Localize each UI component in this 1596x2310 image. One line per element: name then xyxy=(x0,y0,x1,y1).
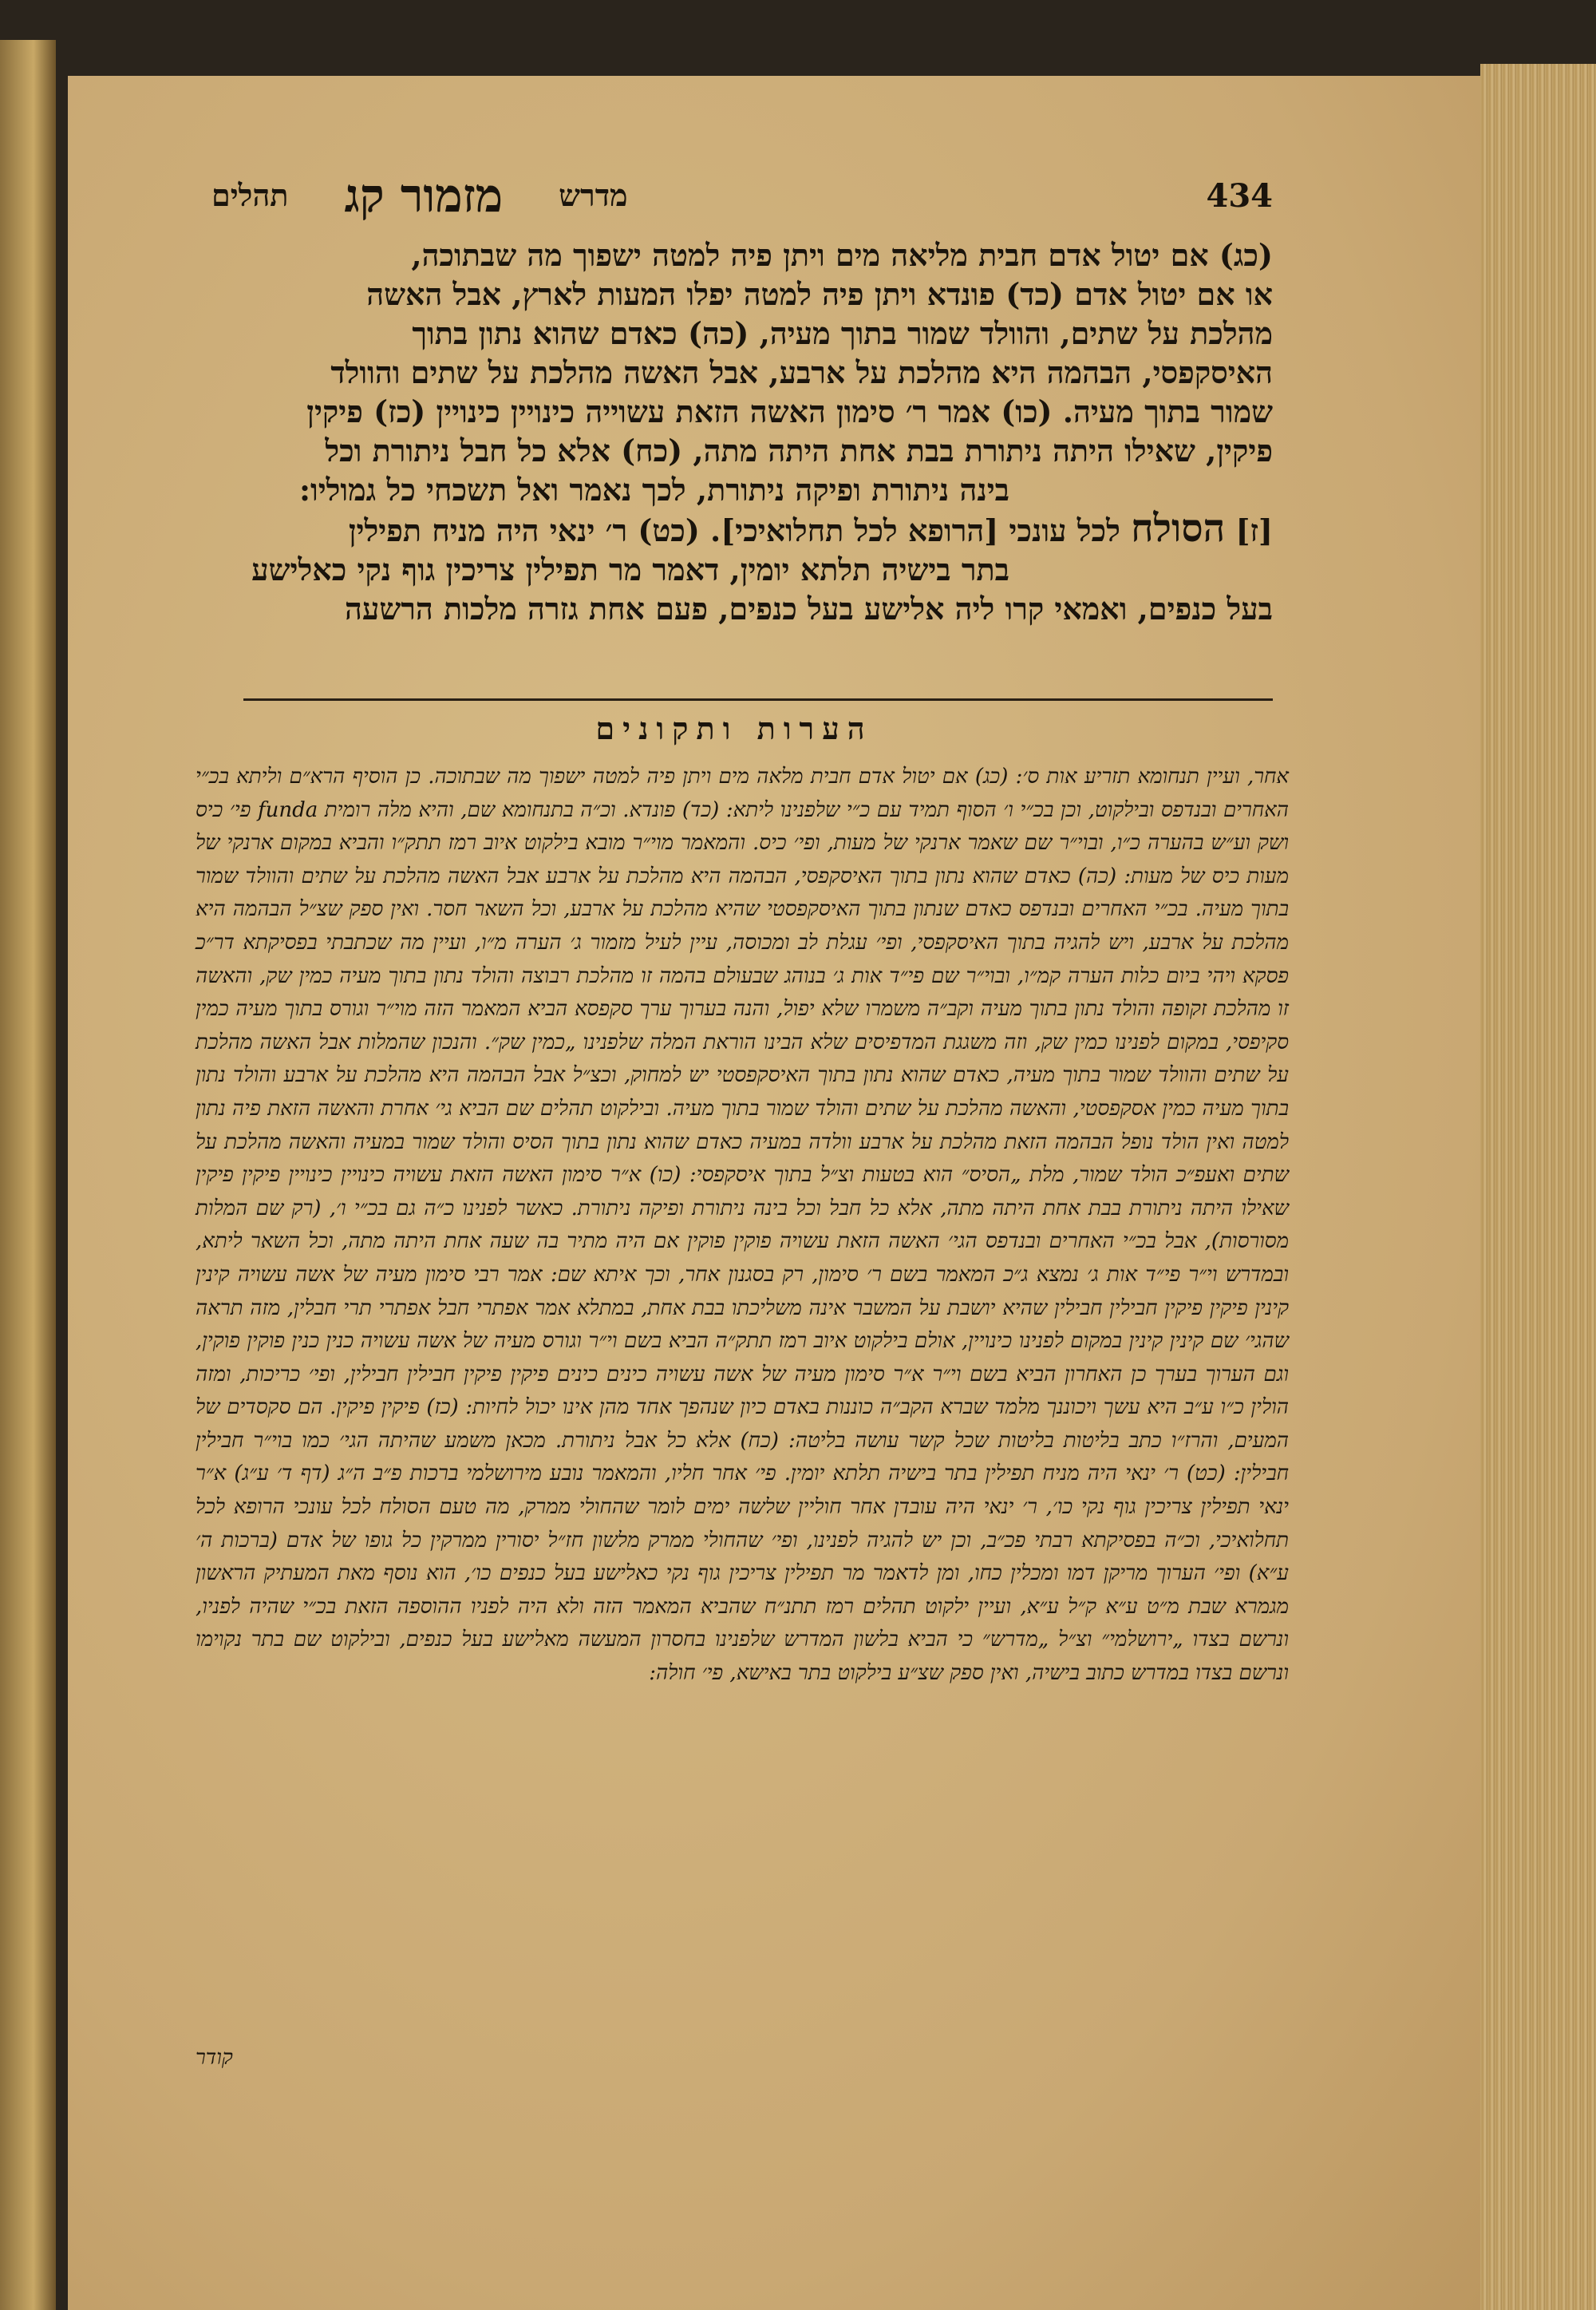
running-head-title: מזמור קג xyxy=(344,168,504,223)
section-divider xyxy=(243,698,1273,701)
page-number: 434 xyxy=(1206,176,1273,215)
main-text-line: בינה ניתורת ופיקה ניתורת, לכך נאמר ואל תשכחי כל גמוליו: xyxy=(298,472,1009,508)
main-text-line xyxy=(196,506,1273,551)
main-text-line: (כג) אם יטול אדם חבית מליאה מים ויתן פיה למטה ישפוך מה שבתוכה, xyxy=(411,237,1273,273)
main-text-line: מהלכת על שתים, והוולד שמור בתוך מעיה, (כה) כאדם שהוא נתון בתוך xyxy=(412,315,1273,351)
running-head-left: מדרש xyxy=(559,177,628,213)
running-head xyxy=(211,164,1273,227)
verse-word: הסולח xyxy=(1131,506,1226,551)
running-head-right: תהלים xyxy=(211,177,289,213)
main-text-line: שמור בתוך מעיה. (כו) אמר ר׳ סימון האשה הזאת עשוייה כינויין כינויין (כז) פיקין xyxy=(306,394,1273,429)
verse-marker: [ז] xyxy=(1235,512,1273,548)
notes-paragraph: אחר, ועיין תנחומא תזריע אות ס׳: (כג) אם יטול אדם חבית מלאה מים ויתן פיה למטה ישפוך מה שבתוכה. כן הוסיף הרא״ם וליתא בכ״י האחרים ובנדפס ובילקוט, וכן בכ״י ו׳ הסוף תמיד עם כ״י שלפנינו ליתא: (כד) פונדא. וכ״ה בתנחומא שם, והיא מלה רומית funda פי׳ כיס ושק וע״ש בהערה כ״ו, ובוי״ר שם שאמר ארנקי של מעות, ופי׳ כיס. והמאמר מוי״ר מובא בילקוט איוב רמז תתק״ו והביא במקום ארנקי של מעות כיס של מעות: (כה) כאדם שהוא נתון בתוך האיסקפסי, הבהמה היא מהלכת על ארבע אבל האשה מהלכת על שתים והוולד שמור בתוך מעיה. בכ״י האחרים ובנדפס כאדם שנתון בתוך האיסקפסטי שהיא מהלכת על ארבע, וכל השאר חסר. ואין ספק שצ״ל הבהמה היא מהלכת על ארבע, ויש להגיה בתוך האיסקפסי, ופי׳ עגלת לב ומכוסה, עיין לעיל מזמור ג׳ הערה מ״ו, ועיין מה שכתבתי בפסיקתא דר״כ פסקא ויהי ביום כלות הערה קמ״ו, ובוי״ר שם פי״ד אות ג׳ בנוהג שבעולם בהמה זו מהלכת רבוצה והולד נתון בתוך מעיה כמין שק, והאשה זו מהלכת זקופה והולד נתון בתוך מעיה וקב״ה משמרו שלא יפול, והנה בערוך ערך סקפסא הביא המאמר הזה מוי״ר וגורס בתוך מעיה כמין סקיפסי, במקום לפנינו כמין שק, וזה משגגת המדפיסים שלא הבינו הוראת המלה שלפנינו „כמין שק״. והנכון שהמלות אבל האשה מהלכת על שתים והוולד שמור בתוך מעיה, כאדם שהוא נתון בתוך האיסקפסטי יש למחוק, וכצ״ל אבל הבהמה היא מהלכת על ארבע והולד נתון בתוך מעיה כמין אסקפסטי, והאשה מהלכת על שתים והולד שמור בתוך מעיה. ובילקוט תהלים שם הביא גי׳ אחרת והאשה הזאת פיה נתון למטה ואין הולד נופל הבהמה הזאת מהלכת על ארבע וולדה במעיה כאדם שהוא נתון בתוך הסיס והולד שמור במעיה והאשה מהלכת על שתים ואעפ״כ הולד שמור, מלת „הסיס״ הוא בטעות וצ״ל בתוך איסקפסי: (כו) א״ר סימון האשה הזאת עשויה כינויין כינויין פיקין פיקין שאילו היתה ניתורת בבת אחת היתה מתה, אלא כל חבל וכל בינה ניתורת ופיקה ניתורת. כאשר לפנינו כ״ה גם בכ״י ו׳, (רק שם המלות מסורסות), אבל בכ״י האחרים ובנדפס הגי׳ האשה הזאת עשויה פוקין פוקין אם היה מתיר בה שעה אחת היתה מתה, וכל השאר ליתא, ובמדרש וי״ר פי״ד אות ג׳ נמצא ג״כ המאמר בשם ר׳ סימון, רק בסגנון אחר, וכך איתא שם: אמר רבי סימון מעיה של אשה עשויה קינין קינין פיקין פיקין חבילין חבילין שהיא יושבת על המשבר אינה משליכתו בבת אחת, במתלא אמר אפתרי חבל אפתרי תרי חבלין, מזה תראה שהגי׳ שם קינין קינין במקום לפנינו כינויין, אולם בילקוט איוב רמז תתק״ה הביא בשם וי״ר וגורס מעיה של אשה עשויה כנין כנין פוקין פוקין, וגם הערוך בערך כן האחרון הביא בשם וי״ר א״ר סימון מעיה של אשה עשויה כינים כינים פיקין פיקין חבילין חבילין, ופי׳ כריכות, ומזה הולין כ״ו ע״ב היא עשך ויכוננך מלמד שברא הקב״ה כוננות באדם כיון שנהפך אחד מהן אינו יכול לחיות: (כז) פיקין פיקין. הם סקסדים של המעים, והרז״ו כתב בליטות בליטות שכל קשר עושה בליטה: (כח) אלא כל אבל ניתורת. מכאן משמע שהיתה הגי׳ כמו בוי״ר חבילין חבילין: (כט) ר׳ ינאי היה מניח תפילין בתר בישיה תלתא יומין. פי׳ אחר חליו, והמאמר נובע מירושלמי ברכות פ״ב ה״ג (דף ד׳ ע״ג) א״ר ינאי תפילין צריכין גוף נקי כו׳, ר׳ ינאי היה עובדן אחר חוליין שלשה ימים לומר שהחולי ממרק, מה טעם הסולח לכל עונכי הרופא לכל תחלואיכי, וכ״ה בפסיקתא רבתי פכ״ב, וכן יש להגיה לפנינו, ופי׳ שהחולי ממרק מלשון חז״ל יסורין ממרקין כל גופו של אדם (ברכות ה׳ ע״א) ופי׳ הערוך מריקן דמו ומכלין כחו, ומן לדאמר מר תפילין צריכין גוף נקי כאלישע בעל כנפים כו׳, הוא נוסף מאת המעתיק הראשון מגמרא שבת מ״ט ע״א ק״ל ע״א, ועיין ילקוט תהלים רמז תתנ״ח שהביא המאמר הזה ולא היה לפניו ההוספה הזאת בכ״י שהיה לפניו, ונרשם בצדו „ירושלמי״ וצ״ל „מדרש״ כי הביא בלשון המדרש שלפנינו בחסרון המעשה מאלישע בעל כנפים, ובילקוט שם בתר נקוימו ונרשם בצדו במדרש כתוב בישיה, ואין ספק שצ״ע בילקוט בתר באישא, פי׳ חולה: xyxy=(196,765,1290,1686)
main-text-line: בתר בישיה תלתא יומין, דאמר מר תפילין צריכין גוף נקי כאלישע xyxy=(251,552,1009,587)
book-page-edges xyxy=(1480,64,1596,2310)
notes-text xyxy=(196,761,1289,1691)
main-text-line: האיסקפסי, הבהמה היא מהלכת על ארבע, אבל האשה מהלכת על שתים והוולד xyxy=(330,354,1273,390)
main-text-line: או אם יטול אדם (כד) פונדא ויתן פיה למטה יפלו המעות לארץ, אבל האשה xyxy=(366,276,1273,312)
book-page xyxy=(68,76,1480,2310)
main-text-line-rest: לכל עונכי [הרופא לכל תחלואיכי]. (כט) ר׳ ינאי היה מניח תפילין xyxy=(348,512,1120,548)
main-text-line: בעל כנפים, ואמאי קרו ליה אלישע בעל כנפים, פעם אחת גזרה מלכות הרשעה xyxy=(344,591,1273,627)
catchword: קודר xyxy=(196,2046,233,2070)
main-text xyxy=(196,235,1273,628)
notes-title: הערות ותקונים xyxy=(595,710,873,746)
main-text-line: פיקין, שאילו היתה ניתורת בבת אחת היתה מתה, (כח) אלא כל חבל ניתורת וכל xyxy=(325,433,1273,469)
previous-page-edge xyxy=(0,40,56,2310)
